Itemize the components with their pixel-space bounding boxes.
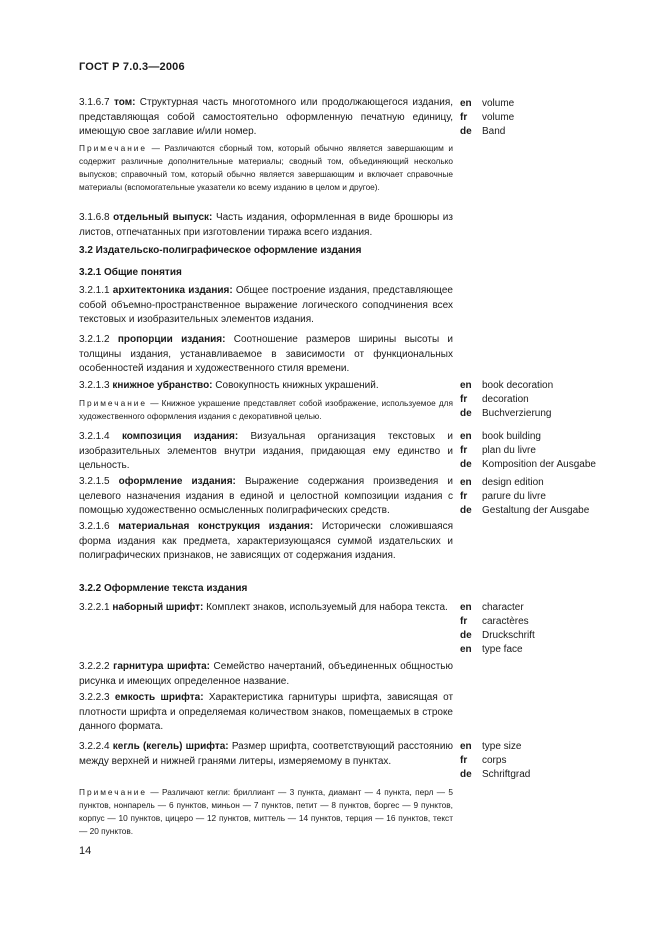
- note-1: Примечание — Различаются сборный том, который обычно является завершающим и содержит различные дополнительные материалы; сводный том, объединяющий несколько выпусков; справочный том, который обычно является завершающим и включает справочные материалы (вспомогательные указатели ко всему изданию в целом и другое).: [79, 143, 453, 192]
- note-3: Примечание — Различают кегли: бриллиант — 3 пункта, диамант — 4 пункта, перл — 5 пунктов, нонпарель — 6 пунктов, миньон — 7 пунктов, петит — 8 пунктов, боргес — 9 пунктов, корпус — 10 пунктов, цицеро — 12 пунктов, миттель — 14 пунктов, терция — 16 пунктов, текст — 20 пунктов.: [79, 787, 453, 836]
- entry-3-1-6-8: 3.1.6.8 отдельный выпуск: Часть издания, оформленная в виде брошюры из листов, отпечатанных при изготовлении тиража всего издания.: [79, 212, 453, 238]
- section-3-2-2: 3.2.2 Оформление текста издания: [79, 583, 248, 594]
- entry-3-2-1-1: 3.2.1.1 архитектоника издания: Общее построение издания, представляющее собой объемно-пространственное выражение логического соподчинения всех текстовых и изобразительных элементов издания.: [79, 285, 453, 325]
- section-3-2: 3.2 Издательско-полиграфическое оформление издания: [79, 245, 362, 256]
- entry-3-2-1-6: 3.2.1.6 материальная конструкция издания: Исторически сложившаяся форма издания как предмета, характеризующаяся суммой издательских и полиграфических признаков, не зависящих от содержания издания.: [79, 521, 454, 561]
- lang-group-volume: en volume fr volume de Band: [460, 98, 515, 137]
- entry-3-2-1-4: 3.2.1.4 композиция издания: Визуальная организация текстовых и изобразительных элементов внутри издания, придающая ему единство и цельность.: [79, 431, 453, 471]
- entry-3-2-2-1: 3.2.2.1 наборный шрифт: Комплект знаков, используемый для набора текста.: [79, 602, 448, 613]
- section-3-2-1: 3.2.1 Общие понятия: [79, 267, 182, 278]
- entry-3-2-2-4: 3.2.2.4 кегль (кегель) шрифта: Размер шрифта, соответствующий расстоянию между верхней и нижней гранями литеры, измеряемому в пунктах.: [79, 741, 454, 767]
- lang-group-character: en character fr caractères de Druckschrift en type face: [460, 602, 535, 655]
- entry-3-2-1-5: 3.2.1.5 оформление издания: Выражение содержания произведения и целевого назначения издания в единой и целостной композиции издания с помощью художественно осмысленных полиграфических средств.: [79, 476, 454, 516]
- page-number: 14: [79, 845, 92, 857]
- note-2: Примечание — Книжное украшение представляет собой изображение, используемое для художественного оформления издания с декоративной целью.: [79, 398, 454, 421]
- lang-group-type-size: en type size fr corps de Schriftgrad: [460, 741, 531, 780]
- entry-3-2-2-3: 3.2.2.3 емкость шрифта: Характеристика гарнитуры шрифта, зависящая от плотности шрифта и определяемая количеством знаков, помещаемых в строке данного формата.: [79, 692, 454, 732]
- lang-group-composition: en book building fr plan du livre de Komposition der Ausgabe: [460, 431, 596, 470]
- entry-3-2-1-3: 3.2.1.3 книжное убранство: Совокупность книжных украшений.: [79, 380, 379, 391]
- entry-3-2-2-2: 3.2.2.2 гарнитура шрифта: Семейство начертаний, объединенных общностью рисунка и имеющих определенное название.: [79, 661, 454, 687]
- lang-group-decoration: en book decoration fr decoration de Buchverzierung: [460, 380, 554, 419]
- entry-3-2-1-2: 3.2.1.2 пропорции издания: Соотношение размеров ширины высоты и толщины издания, устанавливаемое в зависимости от функциональных особенностей издания и художественного стиля времени.: [79, 334, 454, 374]
- page-body: [79, 0, 651, 935]
- document-header: ГОСТ Р 7.0.3—2006: [79, 61, 185, 73]
- entry-3-1-6-7: 3.1.6.7 том: Структурная часть многотомного или продолжающегося издания, представляющая собой самостоятельно оформленную печатную единицу, имеющую свое заглавие и/или номер.: [79, 97, 454, 137]
- lang-group-design: en design edition fr parure du livre de Gestaltung der Ausgabe: [460, 477, 590, 516]
